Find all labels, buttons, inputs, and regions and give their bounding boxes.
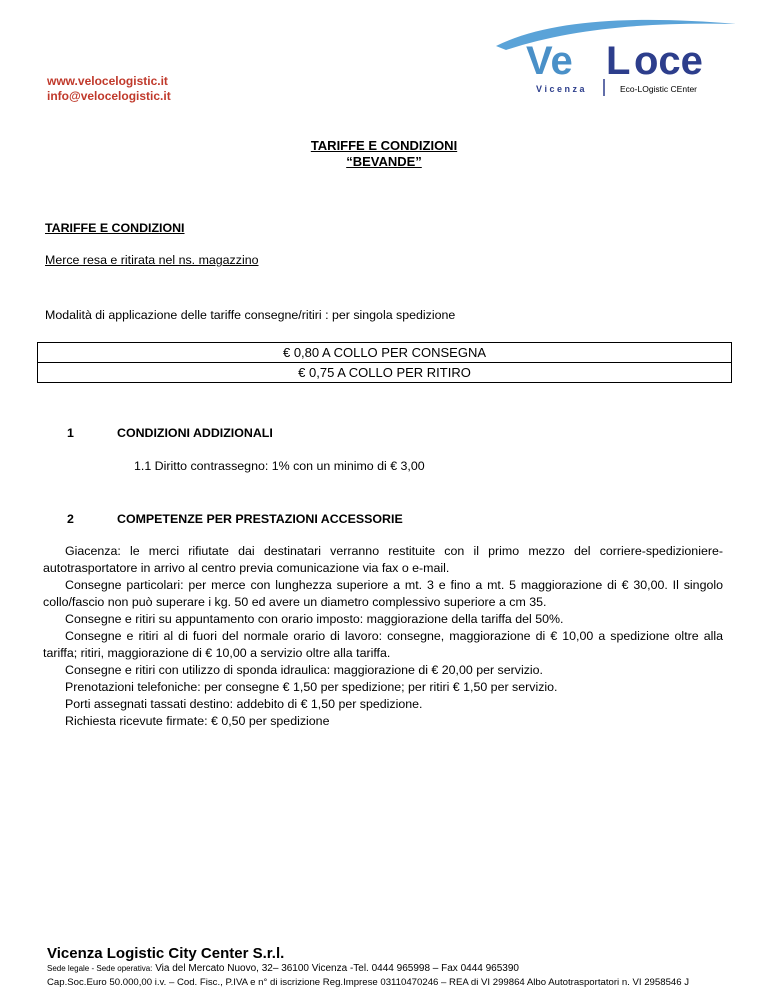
logo-city: V i c e n z a <box>536 84 585 94</box>
rate-ritiro: € 0,75 A COLLO PER RITIRO <box>38 363 732 383</box>
document-title: TARIFFE E CONDIZIONI <box>310 138 458 153</box>
table-row <box>38 343 732 363</box>
footer-address: Via del Mercato Nuovo, 32– 36100 Vicenza -Tel. 0444 965998 – Fax 0444 965390 <box>155 963 519 974</box>
section-heading: TARIFFE E CONDIZIONI <box>45 221 185 235</box>
modalita-line: Modalità di applicazione delle tariffe consegne/ritiri : per singola spedizione <box>45 308 456 322</box>
footer-address-line <box>47 963 519 974</box>
para-fuori-orario: Consegne e ritiri al di fuori del normale orario di lavoro: consegne, maggiorazione di € 10,00 a spedizione oltre alla tariffa; ritiri, maggiorazione di € 10,00 a servizio oltre alla tariffa. <box>43 629 723 660</box>
logo-text-oce: oce <box>634 39 703 83</box>
document-subtitle: “BEVANDE” <box>346 154 422 169</box>
footer-sede-label: Sede legale - Sede operativa: <box>47 964 153 973</box>
merce-line: Merce resa e ritirata nel ns. magazzino <box>45 253 259 267</box>
para-sponda-idraulica: Consegne e ritiri con utilizzo di sponda idraulica: maggiorazione di € 20,00 per servizio. <box>65 663 543 677</box>
logo-graphic <box>492 16 740 100</box>
para-prenotazioni: Prenotazioni telefoniche: per consegne € 1,50 per spedizione; per ritiri € 1,50 per servizio. <box>65 680 558 694</box>
table-row <box>38 363 732 383</box>
para-appuntamento: Consegne e ritiri su appuntamento con orario imposto: maggiorazione della tariffa del 50%. <box>65 612 564 626</box>
section2-paragraphs <box>43 543 723 730</box>
logo-text-l: L <box>606 39 631 83</box>
para-consegne-particolari: Consegne particolari: per merce con lunghezza superiore a mt. 3 e fino a mt. 5 maggiorazione di € 30,00. Il singolo collo/fascio non può superare i kg. 50 ed avere un diametro complessivo superiore a cm 35. <box>43 578 723 609</box>
footer-company: Vicenza Logistic City Center S.r.l. <box>47 945 285 962</box>
logo-tagline: Eco-LOgistic CEnter <box>620 84 697 94</box>
website-link[interactable]: www.velocelogistic.it <box>47 74 168 88</box>
rate-consegna: € 0,80 A COLLO PER CONSEGNA <box>38 343 732 363</box>
section2-number: 2 <box>67 512 74 526</box>
footer-legal: Cap.Soc.Euro 50.000,00 i.v. – Cod. Fisc., P.IVA e n° di iscrizione Reg.Imprese 03110470246 – REA di VI 299864 Albo Autotrasportatori n. VI 2958546 J <box>47 977 690 988</box>
section1-heading: CONDIZIONI ADDIZIONALI <box>117 426 273 440</box>
para-ricevute-firmate: Richiesta ricevute firmate: € 0,50 per spedizione <box>65 714 330 728</box>
para-giacenza: Giacenza: le merci rifiutate dai destinatari verranno restituite con il primo mezzo del corriere-spedizioniere-autotrasportatore in arrivo al centro previa comunicazione via fax o e-mail. <box>43 544 723 575</box>
section1-item: 1.1 Diritto contrassegno: 1% con un minimo di € 3,00 <box>134 459 425 473</box>
logo-text-ve: Ve <box>526 39 573 83</box>
veloce-logo <box>492 16 740 100</box>
section2-heading: COMPETENZE PER PRESTAZIONI ACCESSORIE <box>117 512 403 526</box>
section1-number: 1 <box>67 426 74 440</box>
rates-table <box>37 342 732 383</box>
para-porti-assegnati: Porti assegnati tassati destino: addebito di € 1,50 per spedizione. <box>65 697 423 711</box>
email-link[interactable]: info@velocelogistic.it <box>47 89 171 103</box>
